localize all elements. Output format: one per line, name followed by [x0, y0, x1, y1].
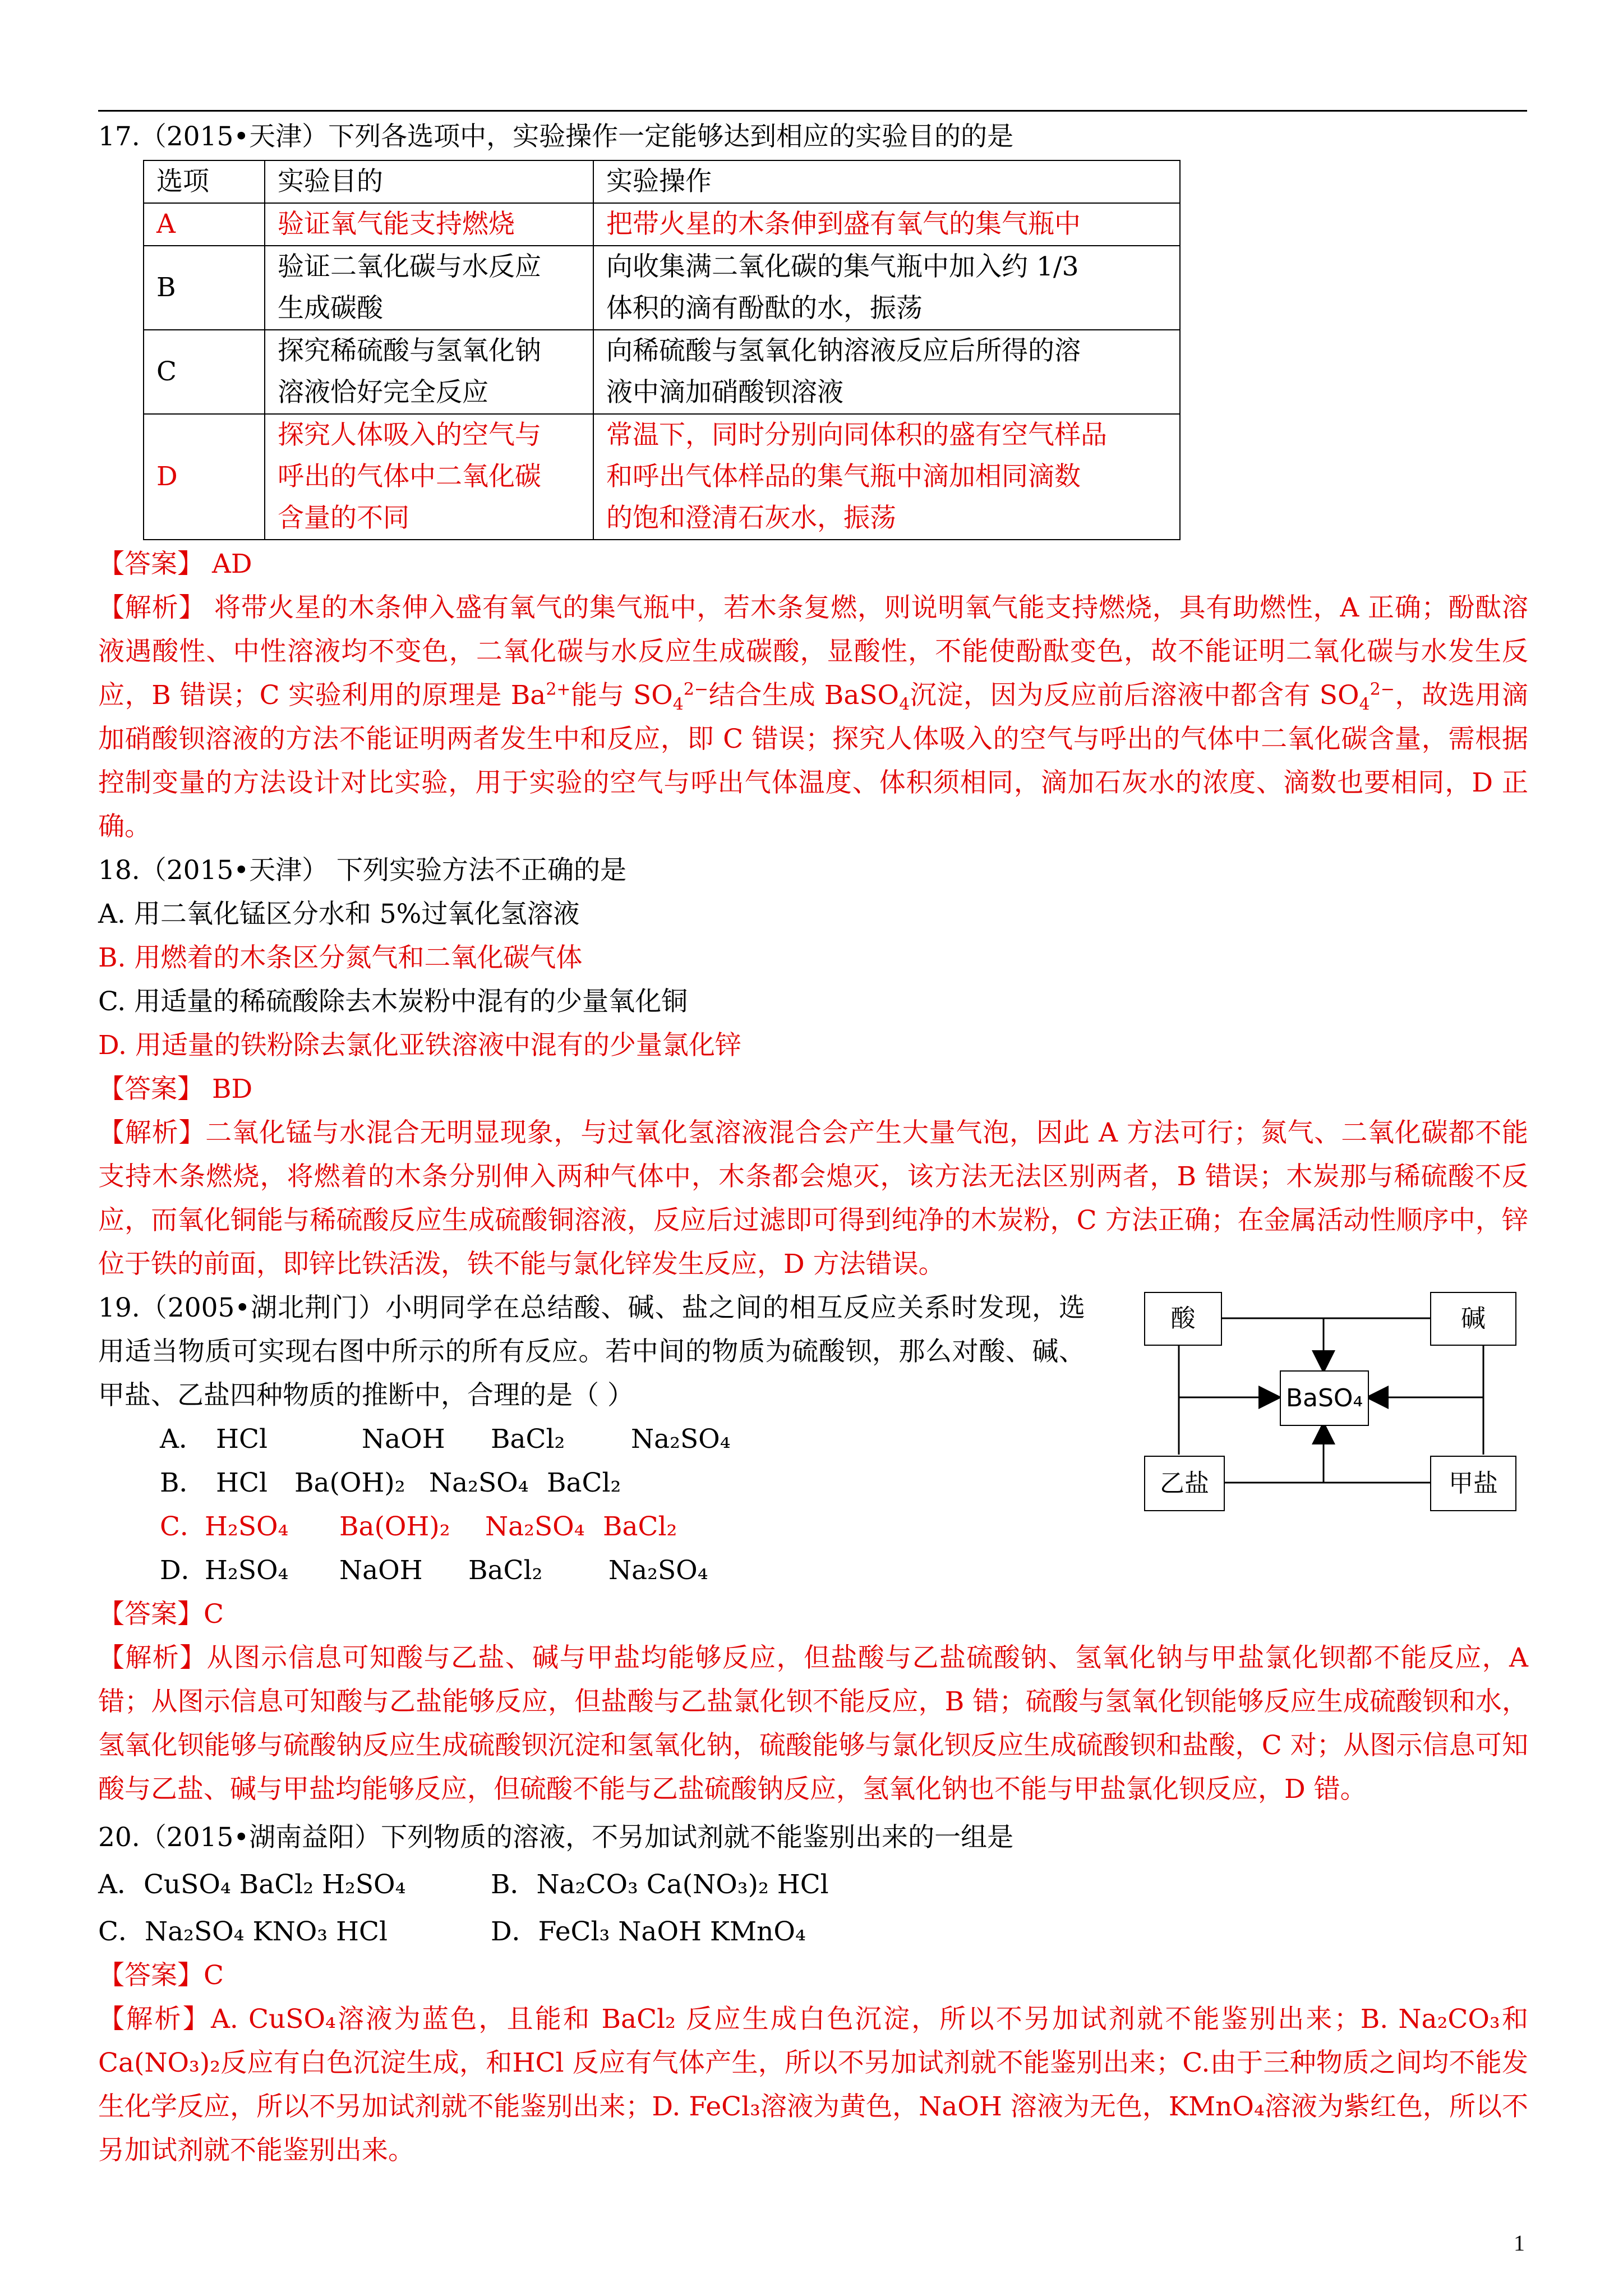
option-letter: C． [160, 1511, 206, 1542]
q19-block [98, 1286, 1528, 1593]
explanation-text: 将带火星的木条伸入盛有氧气的集气瓶中，若木条复燃，则说明氧气能支持燃烧，具有助燃性，A 正确；酚酞溶液遇酸性、中性溶液均不变色，二氧化碳与水反应生成碳酸，显酸性，不能使酚酞变色，故不能证明二氧化碳与水发生反应，B 错误；C 实验利用的原理是 Ba [98, 592, 1528, 711]
option-item: Na₂SO₄ [485, 1511, 585, 1542]
q18-option-b: B. 用燃着的木条区分氮气和二氧化碳气体 [98, 942, 583, 973]
q20-options-ab [98, 1863, 1528, 1907]
q18-answer: 【答案】 BD [98, 1074, 253, 1105]
header-option: 选项 [144, 160, 265, 203]
row-operation-line: 向稀硫酸与氢氧化钠溶液反应后所得的溶 [606, 335, 1081, 366]
q20-option-a: A．CuSO₄ BaCl₂ H₂SO₄ [98, 1869, 406, 1900]
row-operation [593, 330, 1180, 414]
table-header-row [144, 160, 1180, 203]
option-item: Na₂SO₄ [631, 1424, 731, 1455]
row-goal-line: 溶液恰好完全反应 [278, 377, 488, 408]
q20-option-c: C．Na₂SO₄ KNO₃ HCl [98, 1916, 388, 1947]
row-operation [593, 414, 1180, 540]
table-row [144, 203, 1180, 246]
q20-answer: 【答案】C [98, 1960, 224, 1991]
q20-option-b: B．Na₂CO₃ Ca(NO₃)₂ HCl [491, 1869, 829, 1900]
subscript: 4 [899, 694, 910, 715]
header-rule [98, 110, 1527, 112]
row-operation-line: 体积的滴有酚酞的水，振荡 [606, 293, 923, 324]
row-option: B [144, 246, 265, 330]
q19-answer: 【答案】C [98, 1599, 224, 1630]
row-option: D [144, 414, 265, 540]
header-operation: 实验操作 [593, 160, 1180, 203]
option-item: NaOH [362, 1424, 445, 1455]
table-row [144, 414, 1180, 540]
option-item: Ba(OH)₂ [294, 1467, 405, 1498]
row-goal [265, 414, 593, 540]
row-goal-line: 探究稀硫酸与氢氧化钠 [278, 335, 541, 366]
row-option: C [144, 330, 265, 414]
row-operation-line: 常温下，同时分别向同体积的盛有空气样品 [606, 420, 1107, 450]
q17-explanation [98, 586, 1528, 849]
q18-option-a: A. 用二氧化锰区分水和 5%过氧化氢溶液 [98, 899, 580, 930]
option-item: H₂SO₄ [205, 1511, 289, 1542]
option-item: HCl [216, 1467, 268, 1498]
table-row [144, 330, 1180, 414]
explanation-text: 能与 SO [570, 680, 673, 711]
q19-stem: 19.（2005•湖北荆门）小明同学在总结酸、碱、盐之间的相互反应关系时发现，选用适当物质可实现右图中所示的所有反应。若中间的物质为硫酸钡，那么对酸、碱、甲盐、乙盐四种物质的推断中，合理的是（ ） [98, 1292, 1085, 1411]
subscript: 4 [1359, 694, 1370, 715]
row-goal: 验证氧气能支持燃烧 [265, 203, 593, 246]
q20-explanation: 【解析】A. CuSO₄溶液为蓝色，且能和 BaCl₂ 反应生成白色沉淀，所以不另加试剂就不能鉴别出来；B. Na₂CO₃和Ca(NO₃)₂反应有白色沉淀生成，和HCl 反应有气体产生，所以不另加试剂就不能鉴别出来；C.由于三种物质之间均不能发生化学反应，所以不另加试剂就不能鉴别出来；D. FeCl₃溶液为黄色，NaOH 溶液为无色，KMnO₄溶液为紫红色，所以不另加试剂就不能鉴别出来。 [98, 2004, 1528, 2166]
option-item: Ba(OH)₂ [339, 1511, 450, 1542]
row-operation-line: 向收集满二氧化碳的集气瓶中加入约 1/3 [606, 251, 1079, 282]
row-goal-line: 验证二氧化碳与水反应 [278, 251, 541, 282]
reaction-diagram [1144, 1292, 1537, 1527]
option-letter: D． [160, 1555, 208, 1586]
option-letter: A． [160, 1424, 205, 1455]
row-option: A [144, 203, 265, 246]
document-page [98, 115, 1528, 2173]
superscript: 2− [1370, 679, 1395, 700]
q20-stem: 20.（2015•湖南益阳）下列物质的溶液，不另加试剂就不能鉴别出来的一组是 [98, 1822, 1014, 1853]
q17-stem: 17.（2015•天津）下列各选项中，实验操作一定能够达到相应的实验目的的是 [98, 121, 1014, 152]
option-item: BaCl₂ [603, 1511, 677, 1542]
q19-option-d [98, 1549, 1528, 1593]
option-item: BaCl₂ [468, 1555, 543, 1586]
option-item: H₂SO₄ [205, 1555, 289, 1586]
superscript: 2− [683, 679, 709, 700]
option-item: Na₂SO₄ [429, 1467, 529, 1498]
row-operation-line: 和呼出气体样品的集气瓶中滴加相同滴数 [606, 461, 1081, 492]
q18-option-d: D. 用适量的铁粉除去氯化亚铁溶液中混有的少量氯化锌 [98, 1030, 741, 1061]
option-item: HCl [216, 1424, 268, 1455]
q20-option-d: D．FeCl₃ NaOH KMnO₄ [491, 1916, 806, 1947]
row-goal [265, 330, 593, 414]
explanation-text: ，故选用滴加硝酸钡溶液的方法不能证明两者发生中和反应，即 C 错误；探究人体吸入的空气与呼出的气体中二氧化碳含量，需根据控制变量的方法设计对比实验，用于实验的空气与呼出气体温度、体积须相同，滴加石灰水的浓度、滴数也要相同，D 正确。 [98, 680, 1529, 842]
base-box: 碱 [1430, 1292, 1516, 1346]
table-row [144, 246, 1180, 330]
row-operation [593, 246, 1180, 330]
explanation-text: 结合生成 BaSO [708, 680, 900, 711]
row-goal-line: 含量的不同 [278, 503, 409, 533]
option-item: Na₂SO₄ [608, 1555, 708, 1586]
superscript: 2+ [546, 679, 571, 700]
header-goal: 实验目的 [265, 160, 593, 203]
row-goal-line: 呼出的气体中二氧化碳 [278, 461, 541, 492]
acid-box: 酸 [1144, 1292, 1222, 1346]
baso4-box: BaSO₄ [1280, 1370, 1369, 1426]
row-goal [265, 246, 593, 330]
q18-stem: 18.（2015•天津） 下列实验方法不正确的是 [98, 855, 627, 886]
row-operation-line: 液中滴加硝酸钡溶液 [606, 377, 843, 408]
page-number: 1 [1514, 2230, 1525, 2256]
option-item: BaCl₂ [491, 1424, 565, 1455]
explanation-tag: 【解析】 [98, 592, 206, 623]
q19-explanation: 【解析】从图示信息可知酸与乙盐、碱与甲盐均能够反应，但盐酸与乙盐硫酸钠、氢氧化钠与甲盐氯化钡都不能反应，A 错；从图示信息可知酸与乙盐能够反应，但盐酸与乙盐氯化钡不能反应，B 错；硫酸与氢氧化钡能够反应生成硫酸钡和水，氢氧化钡能够与硫酸钠反应生成硫酸钡沉淀和氢氧化钠，硫酸能够与氯化钡反应生成硫酸钡和盐酸，C 对；从图示信息可知酸与乙盐、碱与甲盐均能够反应，但硫酸不能与乙盐硫酸钠反应，氢氧化钠也不能与甲盐氯化钡反应，D 错。 [98, 1642, 1528, 1805]
q17-answer: 【答案】 AD [98, 549, 252, 579]
explanation-text: 沉淀，因为反应前后溶液中都含有 SO [910, 680, 1359, 711]
row-operation-line: 的饱和澄清石灰水，振荡 [606, 503, 896, 533]
q17-table [143, 160, 1181, 540]
row-operation: 把带火星的木条伸到盛有氧气的集气瓶中 [593, 203, 1180, 246]
salt-a-box: 甲盐 [1430, 1456, 1516, 1511]
row-goal-line: 探究人体吸入的空气与 [278, 420, 541, 450]
q20-options-cd [98, 1910, 1528, 1954]
option-item: BaCl₂ [547, 1467, 621, 1498]
subscript: 4 [672, 694, 684, 715]
q18-explanation: 【解析】二氧化锰与水混合无明显现象，与过氧化氢溶液混合会产生大量气泡，因此 A 方法可行；氮气、二氧化碳都不能支持木条燃烧，将燃着的木条分别伸入两种气体中，木条都会熄灭，该方法无法区别两者，B 错误；木炭那与稀硫酸不反应，而氧化铜能与稀硫酸反应生成硫酸铜溶液，反应后过滤即可得到纯净的木炭粉，C 方法正确；在金属活动性顺序中，锌位于铁的前面，即锌比铁活泼，铁不能与氯化锌发生反应，D 方法错误。 [98, 1117, 1528, 1280]
q18-option-c: C. 用适量的稀硫酸除去木炭粉中混有的少量氧化铜 [98, 986, 688, 1017]
row-goal-line: 生成碳酸 [278, 293, 383, 324]
option-item: NaOH [339, 1555, 423, 1586]
option-letter: B． [160, 1467, 206, 1498]
salt-b-box: 乙盐 [1144, 1456, 1225, 1511]
